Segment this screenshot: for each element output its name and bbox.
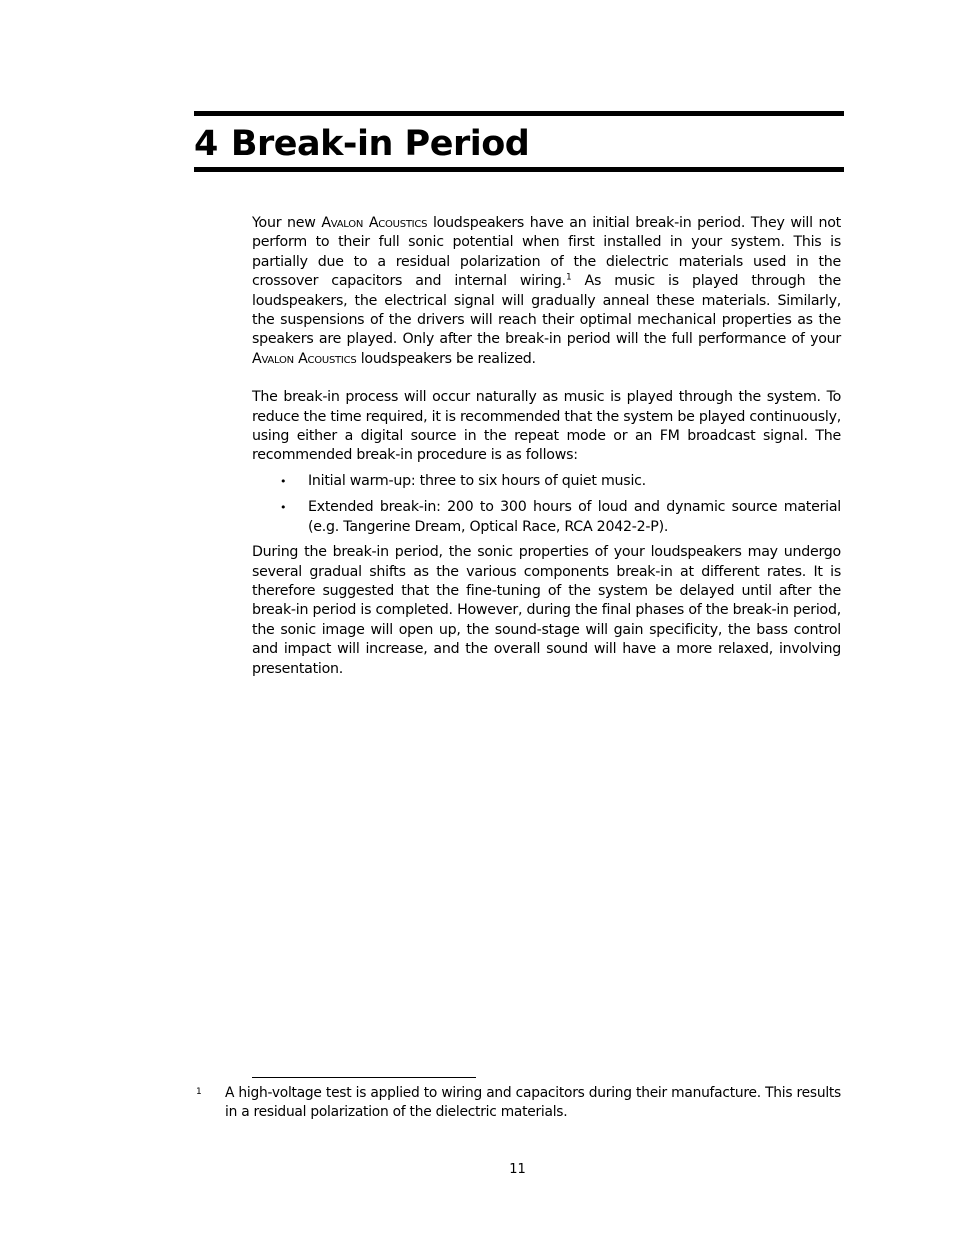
brand-name: Avalon Acoustics <box>321 215 428 231</box>
body-text <box>252 214 841 679</box>
paragraph-process: The break-in process will occur naturally as music is played through the system. To reduce the time required, it is recommended that the system be played continuously, using either a digital source in the repeat mode or an FM broadcast signal. The recommended break-in procedure is as follows: <box>252 389 841 464</box>
list-item <box>280 498 841 537</box>
list-item-text: Extended break-in: 200 to 300 hours of loud and dynamic source material (e.g. Tangerine Dream, Optical Race, RCA 2042-2-P). <box>308 499 841 535</box>
page-number: 11 <box>509 1162 526 1177</box>
paragraph-intro <box>252 214 841 369</box>
heading-rule-bottom <box>194 167 844 172</box>
procedure-list <box>252 472 841 537</box>
footnote-reference: 1 <box>565 272 572 283</box>
brand-name: Avalon Acoustics <box>252 350 357 367</box>
paragraph-intro-part-3: As music is played through the loudspeakers, the electrical signal will gradually anneal these materials. Similarly, the suspensions of the drivers will reach their optimal mechanical properties as the speakers are played. Only after the break-in period will the full performance of your <box>252 273 841 348</box>
bullet-icon: • <box>280 501 287 515</box>
footnote <box>196 1084 841 1122</box>
chapter-title-text: Break-in Period <box>230 124 530 164</box>
bullet-icon: • <box>280 474 287 488</box>
paragraph-intro-part-2: loudspeakers have an initial break-in period. They will not perform to their full sonic potential when first installed in your system. This is partially due to a residual polarization of the dielectric materials used in the crossover capacitors and internal wiring. <box>252 215 841 290</box>
paragraph-intro-part-4: loudspeakers be realized. <box>356 350 536 367</box>
paragraph-intro-part-1: Your new <box>252 215 322 231</box>
list-item-text: Initial warm-up: three to six hours of quiet music. <box>308 472 646 489</box>
chapter-number: 4 <box>194 124 218 164</box>
footnote-text: A high-voltage test is applied to wiring and capacitors during their manufacture. This results in a residual polarization of the dielectric materials. <box>225 1085 841 1120</box>
chapter-heading <box>194 111 844 172</box>
footnote-mark: 1 <box>196 1087 202 1097</box>
chapter-title <box>194 116 844 167</box>
paragraph-shifts: During the break-in period, the sonic properties of your loudspeakers may undergo several gradual shifts as the various components break-in at different rates. It is therefore suggested that the fine-tuning of the system be delayed until after the break-in period is completed. However, during the final phases of the break-in period, the sonic image will open up, the sound-stage will gain specificity, the bass control and impact will increase, and the overall sound will have a more relaxed, involving presentation. <box>252 544 841 677</box>
list-item <box>280 472 841 491</box>
footnote-separator <box>252 1077 476 1078</box>
